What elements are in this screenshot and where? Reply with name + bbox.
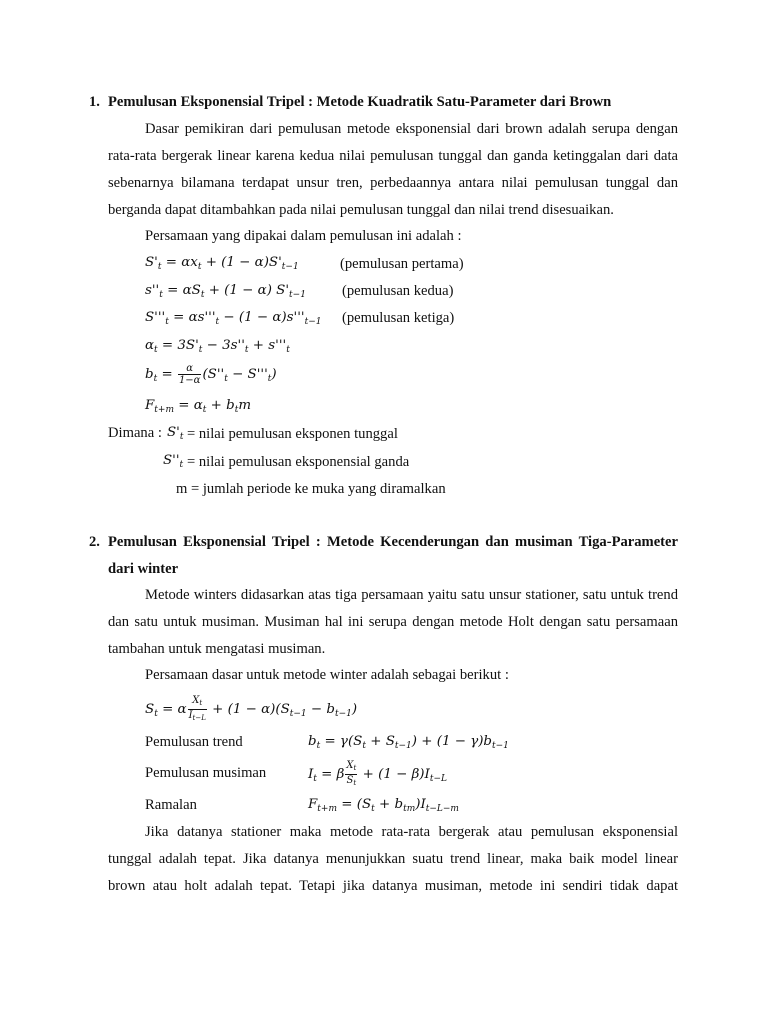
section-2-paragraph-line: dan satu untuk musiman. Musiman hal ini serupa dengan metode Holt dengan satu persamaan xyxy=(108,614,678,630)
section-1-paragraph-line: berganda dapat ditambahkan pada nilai pemulusan tunggal dan nilai trend disesuaikan. xyxy=(108,202,614,218)
equation-winter-trend: $b_t = \gamma(S_t + S_{t-1}) + (1 - \gamma)b_{t-1}$ xyxy=(308,734,509,751)
section-2-closing-line: Jika datanya stationer maka metode rata-rata bergerak atau pemulusan eksponensial xyxy=(145,824,678,840)
section-1-equations-intro: Persamaan yang dipakai dalam pemulusan ini adalah : xyxy=(145,228,462,244)
winter-label: Ramalan xyxy=(145,797,197,813)
winter-label: Pemulusan trend xyxy=(145,734,243,750)
equation-winter-smoothing: $S_t = \alpha$ $\frac{X_t}{I_{t-L}}$ + $(1 - \alpha)(S_{t-1} - b_{t-1})$ xyxy=(145,695,358,722)
definition-text: m = jumlah periode ke muka yang diramalkan xyxy=(176,481,446,497)
equation-note: (pemulusan pertama) xyxy=(340,256,464,272)
definition-text: = nilai pemulusan eksponen tunggal xyxy=(187,426,398,442)
section-2-number: 2. xyxy=(89,534,100,550)
dimana-label: Dimana : xyxy=(108,425,162,441)
section-2-heading: dari winter xyxy=(108,561,179,577)
definition-text: = nilai pemulusan eksponensial ganda xyxy=(187,454,410,470)
equation-third-smoothing: $S'''_t = \alpha s'''_t - (1 - \alpha)s'''_{t-1}$ xyxy=(145,310,322,327)
definition-symbol: $S''_t$ xyxy=(163,453,184,470)
section-1-paragraph-line: rata-rata bergerak linear karena kedua nilai pemulusan tunggal dan ganda ketinggalan dari data xyxy=(108,148,678,164)
equation-forecast: $F_{t+m} = \alpha_t + b_tm$ xyxy=(145,398,252,415)
equation-second-smoothing: $s''_t = \alpha S_t + (1 - \alpha)$ $S'_{t-1}$ xyxy=(145,283,306,300)
equation-alpha: $\alpha_t = 3S'_t - 3s''_t + s'''_t$ xyxy=(145,338,290,355)
equation-note: (pemulusan kedua) xyxy=(342,283,454,299)
equation-first-smoothing: $S'_t = \alpha x_t + (1 - \alpha)S'_{t-1}$ xyxy=(145,255,299,272)
section-1-paragraph-line: sebenarnya bilamana terdapat unsur tren, perbedaannya antara nilai pemulusan tunggal dan xyxy=(108,175,678,191)
section-2-heading: Pemulusan Eksponensial Tripel : Metode Kecenderungan dan musiman Tiga-Parameter xyxy=(108,534,678,550)
section-1-paragraph-line: Dasar pemikiran dari pemulusan metode eksponensial dari brown adalah serupa dengan xyxy=(145,121,678,137)
section-2-closing-line: tunggal adalah tepat. Jika datanya menunjukkan suatu trend linear, maka baik model linear xyxy=(108,851,678,867)
section-1-number: 1. xyxy=(89,94,100,110)
equation-b: $b_t$ = $\frac{\alpha}{1-\alpha}$ $(S''_t - S'''_t)$ xyxy=(145,363,277,386)
section-2-paragraph-line: tambahan untuk mengatasi musiman. xyxy=(108,641,326,657)
section-1-heading: Pemulusan Eksponensial Tripel : Metode Kuadratik Satu-Parameter dari Brown xyxy=(108,94,612,110)
section-2-closing-line: brown atau holt adalah tepat. Tetapi jika datanya musiman, metode ini sendiri tidak dapat xyxy=(108,878,678,894)
equation-note: (pemulusan ketiga) xyxy=(342,310,455,326)
section-2-paragraph-line: Metode winters didasarkan atas tiga persamaan yaitu satu unsur stationer, satu untuk trend xyxy=(145,587,678,603)
winter-label: Pemulusan musiman xyxy=(145,765,267,781)
equation-winter-forecast: $F_{t+m} = (S_t + b_{tm})I_{t-L-m}$ xyxy=(308,797,459,814)
definition-symbol: $S'_t$ xyxy=(167,425,184,442)
equation-winter-seasonal: $I_t = \beta$ $\frac{X_t}{S_t}$ + $(1 - \beta)I_{t-L}$ xyxy=(308,760,447,787)
section-2-equations-intro: Persamaan dasar untuk metode winter adalah sebagai berikut : xyxy=(145,667,509,683)
